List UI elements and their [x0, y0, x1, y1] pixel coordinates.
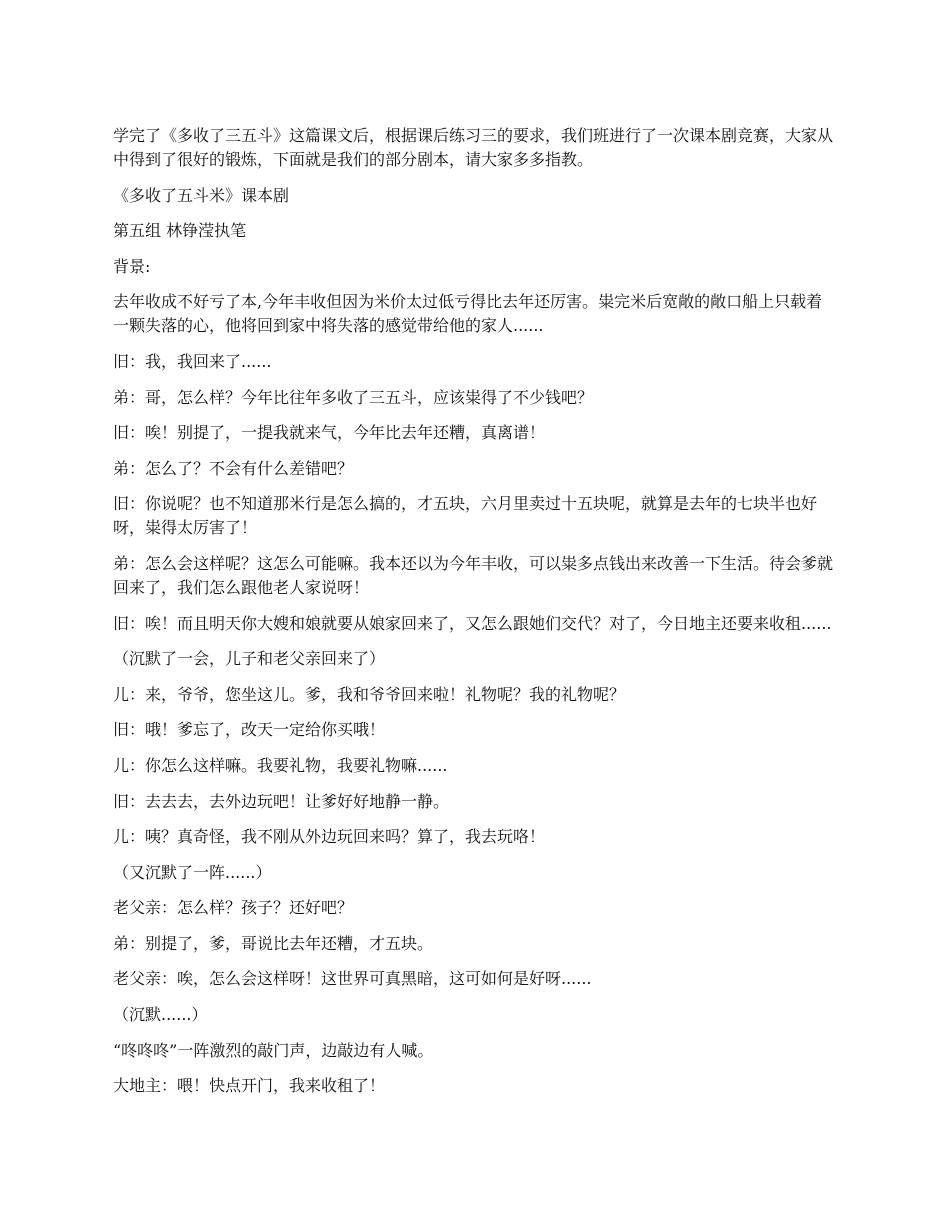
dialogue-line: 旧：唉！而且明天你大嫂和娘就要从娘家回来了，又怎么跟她们交代？对了，今日地主还要来收租......	[113, 613, 832, 633]
dialogue-line: 旧：去去去，去外边玩吧！让爹好好地静一静。	[113, 791, 450, 811]
intro-paragraph: 学完了《多收了三五斗》这篇课文后，根据课后练习三的要求，我们班进行了一次课本剧竞赛，大家从中得到了很好的锻炼，下面就是我们的部分剧本，请大家多多指教。	[113, 126, 834, 169]
narration-line: “咚咚咚”一阵激烈的敲门声，边敲边有人喊。	[113, 1040, 434, 1060]
dialogue-line: 儿：你怎么这样嘛。我要礼物，我要礼物嘛......	[113, 755, 448, 775]
stage-direction: （沉默......）	[113, 1005, 208, 1025]
dialogue-line: 旧：你说呢？也不知道那米行是怎么搞的，才五块，六月里卖过十五块呢，就算是去年的七块半也好呀，粜得太厉害了！	[113, 494, 818, 538]
dialogue-line: 弟：怎么了？不会有什么差错吧？	[113, 458, 354, 478]
dialogue-line: 旧：唉！别提了，一提我就来气，今年比去年还糟，真离谱！	[113, 423, 546, 443]
stage-direction: （沉默了一会，儿子和老父亲回来了）	[113, 649, 386, 669]
stage-direction: （又沉默了一阵......）	[113, 862, 272, 882]
dialogue-line: 旧：我，我回来了......	[113, 351, 272, 371]
dialogue-line: 老父亲：怎么样？孩子？还好吧？	[113, 898, 354, 918]
background-paragraph: 去年收成不好亏了本,今年丰收但因为米价太过低亏得比去年还厉害。粜完米后宽敞的敞口船上只载着一颗失落的心，他将回到家中将失落的感觉带给他的家人......	[113, 292, 823, 336]
play-title: 《多收了五斗米》课本剧	[113, 185, 290, 205]
dialogue-line: 旧：哦！爹忘了，改天一定给你买哦！	[113, 720, 386, 740]
dialogue-line: 老父亲：唉，怎么会这样呀！这世界可真黑暗，这可如何是好呀......	[113, 969, 592, 989]
dialogue-line: 儿：咦？真奇怪，我不刚从外边玩回来吗？算了，我去玩咯！	[113, 827, 546, 847]
dialogue-line: 弟：怎么会这样呢？这怎么可能嘛。我本还以为今年丰收，可以粜多点钱出来改善一下生活。待会爹就回来了，我们怎么跟他老人家说呀！	[113, 553, 834, 597]
dialogue-line: 儿：来，爷爷，您坐这儿。爹，我和爷爷回来啦！礼物呢？我的礼物呢？	[113, 684, 626, 704]
dialogue-line: 弟：哥，怎么样？今年比往年多收了三五斗，应该粜得了不少钱吧？	[113, 387, 594, 407]
dialogue-line: 弟：别提了，爹，哥说比去年还糟，才五块。	[113, 933, 434, 953]
dialogue-line: 大地主：喂！快点开门，我来收租了！	[113, 1076, 386, 1096]
document-body	[113, 124, 838, 1110]
author-line: 第五组 林铮滢执笔	[113, 221, 247, 241]
background-heading: 背景:	[113, 256, 151, 276]
